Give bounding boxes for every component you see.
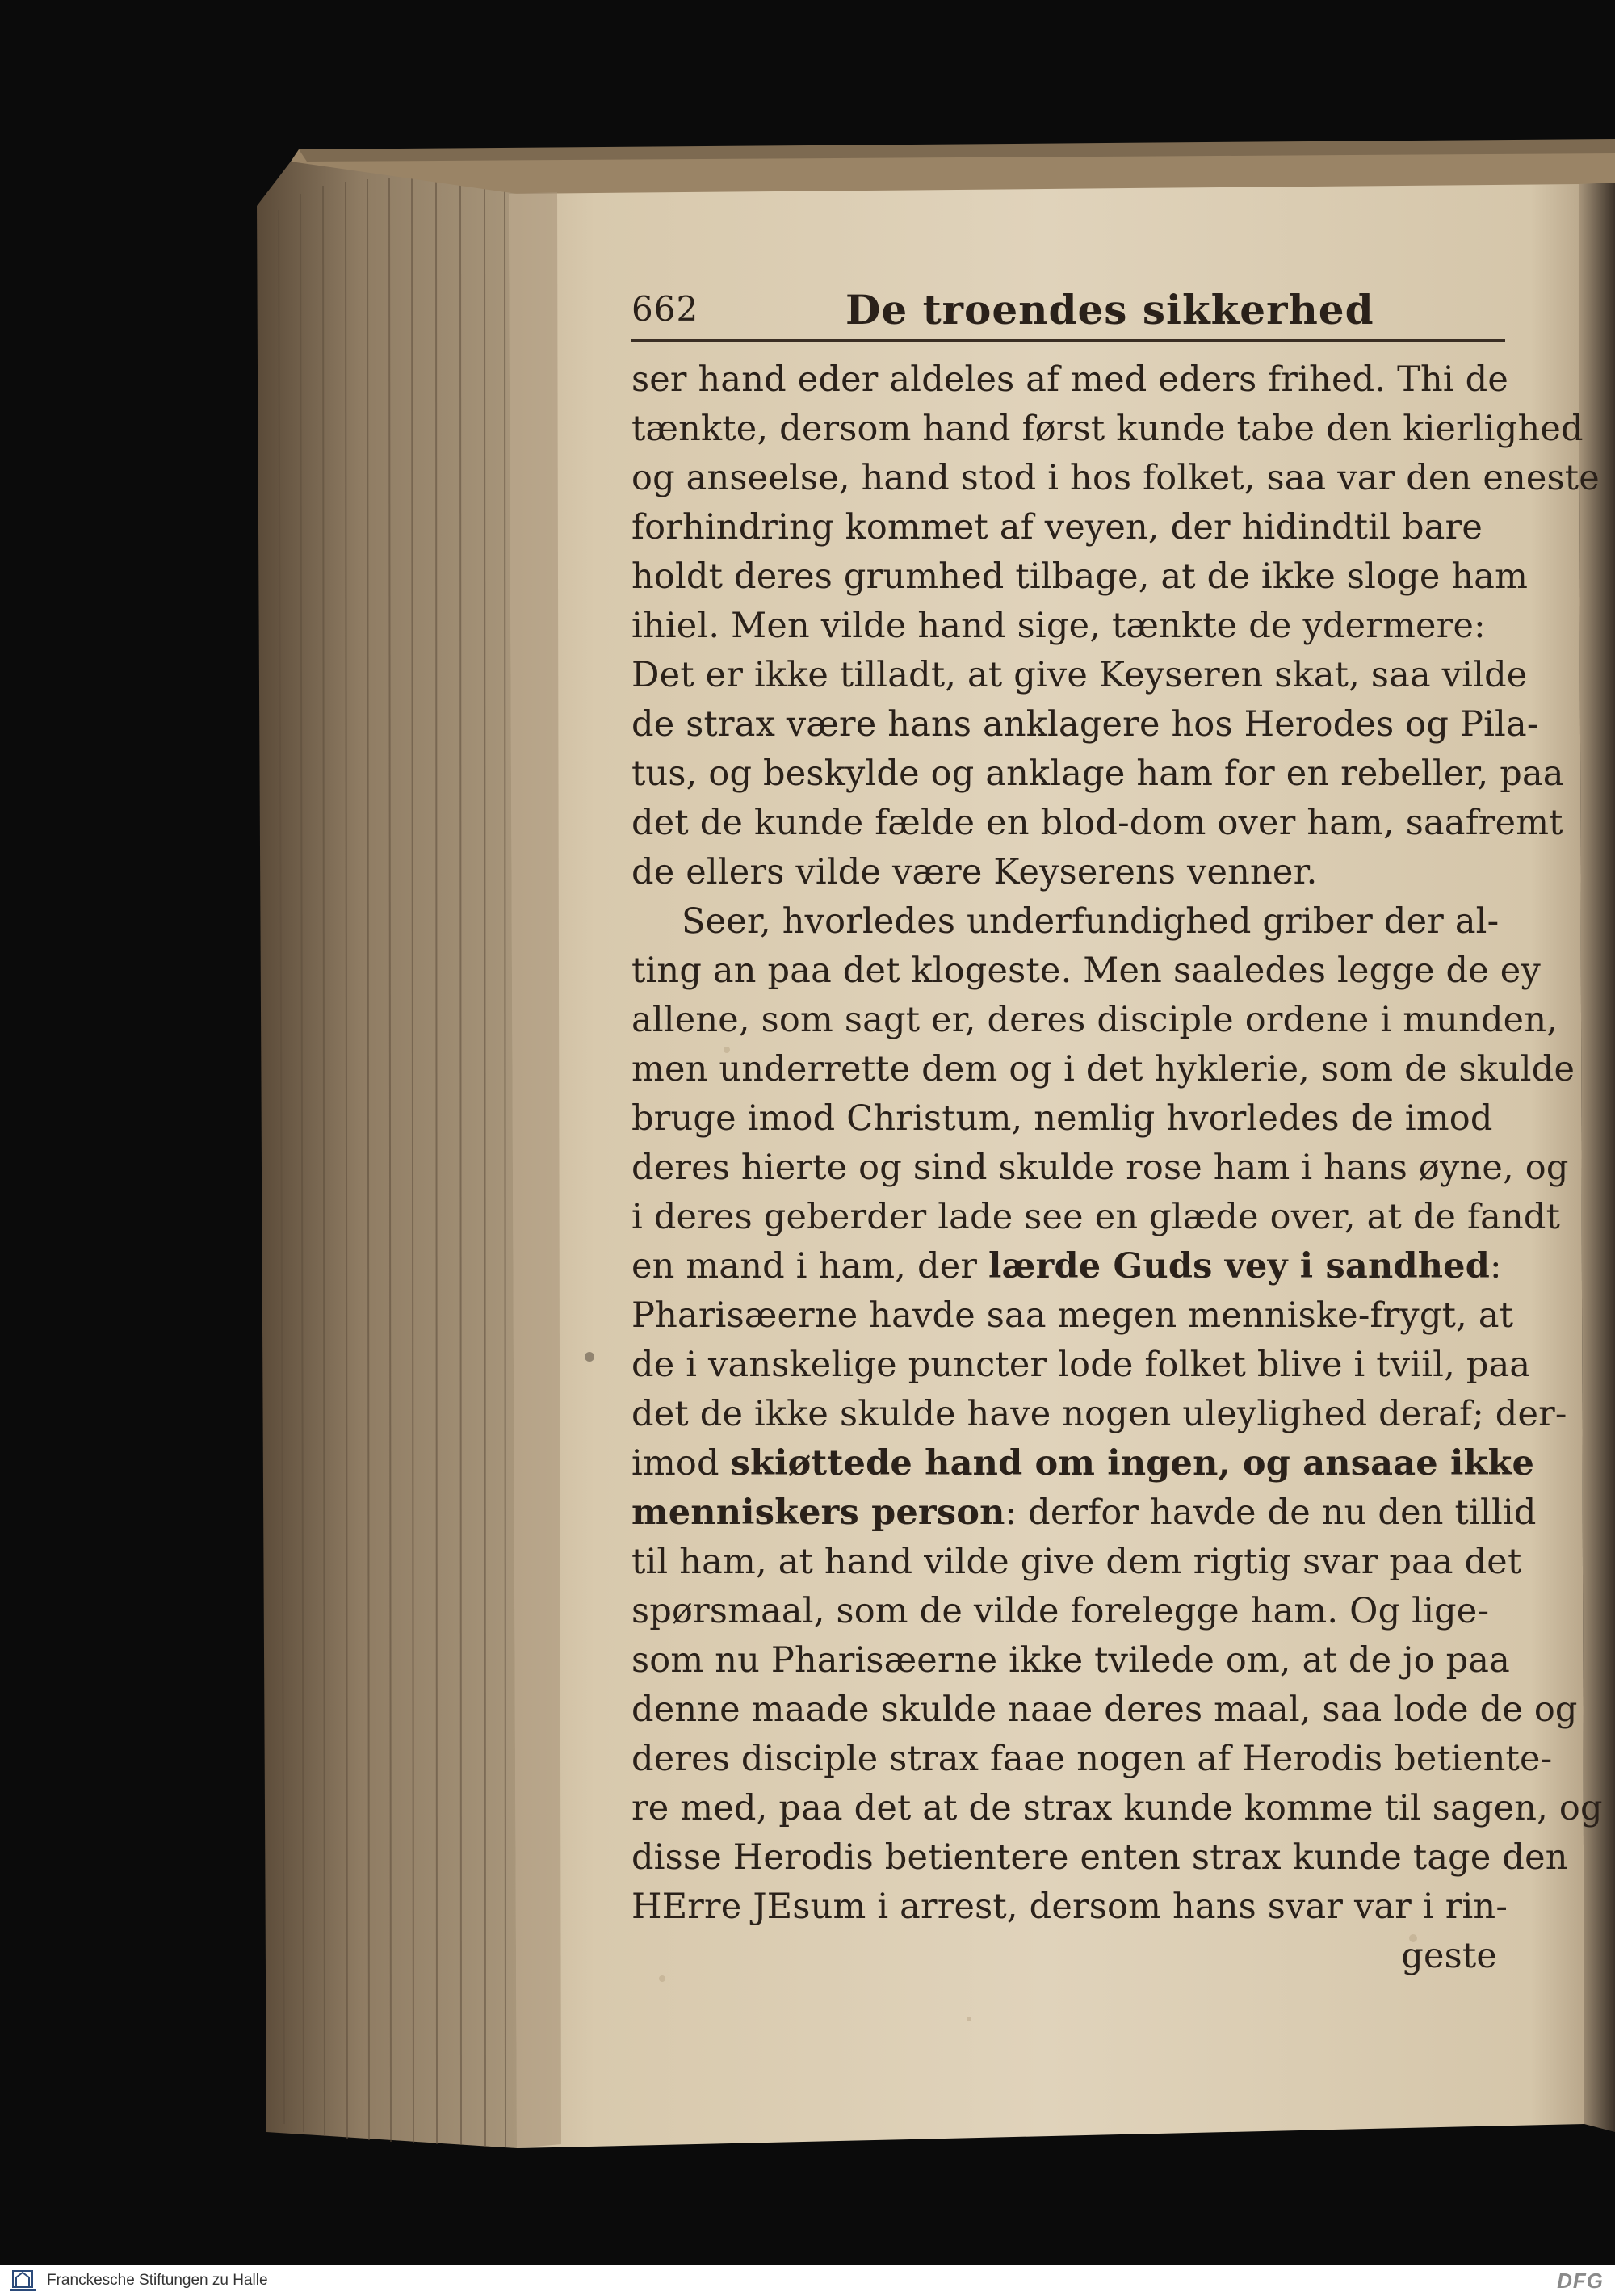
line-text: disse Herodis betientere enten strax kunde tage den <box>631 1837 1568 1878</box>
line-text: ting an paa det klogeste. Men saaledes legge de ey <box>631 951 1541 991</box>
line-text: geste <box>1401 1936 1497 1976</box>
line-text: ser hand eder aldeles af med eders frihed. Thi de <box>631 359 1509 400</box>
text-line <box>631 799 1563 848</box>
line-text: de i vanskelige puncter lode folket blive i tviil, paa <box>631 1345 1531 1385</box>
line-text-after: : <box>1490 1246 1502 1287</box>
line-text: re med, paa det at de strax kunde komme til sagen, og <box>631 1788 1603 1828</box>
line-text: ihiel. Men vilde hand sige, tænkte de ydermere: <box>631 606 1486 646</box>
text-line <box>631 552 1529 602</box>
text-line <box>631 1636 1510 1685</box>
text-line <box>631 1784 1603 1833</box>
text-line <box>631 405 1584 454</box>
line-text: til ham, at hand vilde give dem rigtig svar paa det <box>631 1542 1522 1582</box>
text-line <box>631 602 1505 651</box>
body-text <box>631 355 1603 1981</box>
line-text: det de kunde fælde en blod-dom over ham, saafremt <box>631 803 1563 843</box>
line-text: men underrette dem og i det hyklerie, som de skulde <box>631 1049 1575 1089</box>
text-line <box>631 1488 1537 1538</box>
line-text: de strax være hans anklagere hos Herodes og Pila- <box>631 704 1539 745</box>
line-text: Det er ikke tilladt, at give Keyseren skat, saa vilde <box>631 655 1528 695</box>
emphasized-text: menniskers person <box>631 1492 1005 1533</box>
text-line <box>631 1538 1522 1587</box>
emphasized-text: lærde Guds vey i sandhed <box>988 1246 1491 1287</box>
line-text: tænkte, dersom hand først kunde tabe den kierlighed <box>631 409 1584 449</box>
text-line <box>631 1439 1535 1488</box>
text-line <box>631 651 1528 700</box>
footer-bar <box>0 2265 1615 2296</box>
text-line <box>631 1193 1561 1242</box>
text-line <box>631 1390 1567 1439</box>
line-text: imod <box>631 1443 731 1484</box>
text-line <box>631 897 1505 947</box>
line-text: Seer, hvorledes underfundighed griber der al- <box>682 901 1500 942</box>
text-line <box>631 1094 1505 1144</box>
running-head: De troendes sikkerhed <box>845 286 1374 334</box>
text-line <box>631 1883 1508 1932</box>
page-text-block <box>631 283 1603 1981</box>
text-line <box>631 848 1505 897</box>
page-number: 662 <box>631 289 699 329</box>
line-text: deres hierte og sind skulde rose ham i hans øyne, og <box>631 1148 1569 1188</box>
book-left-edges <box>257 162 517 2148</box>
line-text: bruge imod Christum, nemlig hvorledes de imod <box>631 1098 1493 1139</box>
text-line <box>631 1341 1531 1390</box>
line-text: de ellers vilde være Keyserens venner. <box>631 852 1318 892</box>
text-line <box>631 355 1509 405</box>
page-header <box>631 283 1505 342</box>
line-text: som nu Pharisæerne ikke tvilede om, at de jo paa <box>631 1640 1510 1681</box>
line-text: og anseelse, hand stod i hos folket, saa var den eneste <box>631 458 1600 498</box>
footer-label: Franckesche Stiftungen zu Halle <box>47 2272 268 2289</box>
text-line <box>631 700 1539 749</box>
dfg-logo: DFG <box>1557 2269 1604 2293</box>
emphasized-text: skiøttede hand om ingen, og ansaae ikke <box>730 1443 1535 1484</box>
line-text: HErre JEsum i arrest, dersom hans svar var i rin- <box>631 1887 1508 1927</box>
text-line <box>631 1587 1505 1636</box>
text-line <box>631 1242 1505 1291</box>
text-line <box>631 947 1541 996</box>
text-line <box>631 996 1558 1045</box>
line-text: holdt deres grumhed tilbage, at de ikke sloge ham <box>631 556 1529 597</box>
text-line <box>631 1932 1505 1981</box>
line-text: det de ikke skulde have nogen uleylighed deraf; der- <box>631 1394 1567 1434</box>
line-text-after: : derfor havde de nu den tillid <box>1005 1492 1537 1533</box>
text-line <box>631 1735 1553 1784</box>
line-text: forhindring kommet af veyen, der hidindtil bare <box>631 507 1483 548</box>
text-line <box>631 749 1564 799</box>
line-text: Pharisæerne havde saa megen menniske-frygt, at <box>631 1295 1514 1336</box>
franckesche-stiftungen-logo-icon <box>6 2268 39 2294</box>
line-text: allene, som sagt er, deres disciple ordene i munden, <box>631 1000 1558 1040</box>
line-text: denne maade skulde naae deres maal, saa lode de og <box>631 1689 1578 1730</box>
text-line <box>631 454 1600 503</box>
line-text: en mand i ham, der <box>631 1246 988 1287</box>
line-text: deres disciple strax faae nogen af Herodis betiente- <box>631 1739 1553 1779</box>
text-line <box>631 1685 1578 1735</box>
line-text: tus, og beskylde og anklage ham for en rebeller, paa <box>631 753 1564 794</box>
text-line <box>631 1144 1569 1193</box>
text-line <box>631 1291 1514 1341</box>
text-line <box>631 1045 1575 1094</box>
text-line <box>631 1833 1568 1883</box>
line-text: i deres geberder lade see en glæde over, at de fandt <box>631 1197 1561 1237</box>
text-line <box>631 503 1505 552</box>
line-text: spørsmaal, som de vilde forelegge ham. Og lige- <box>631 1591 1490 1631</box>
